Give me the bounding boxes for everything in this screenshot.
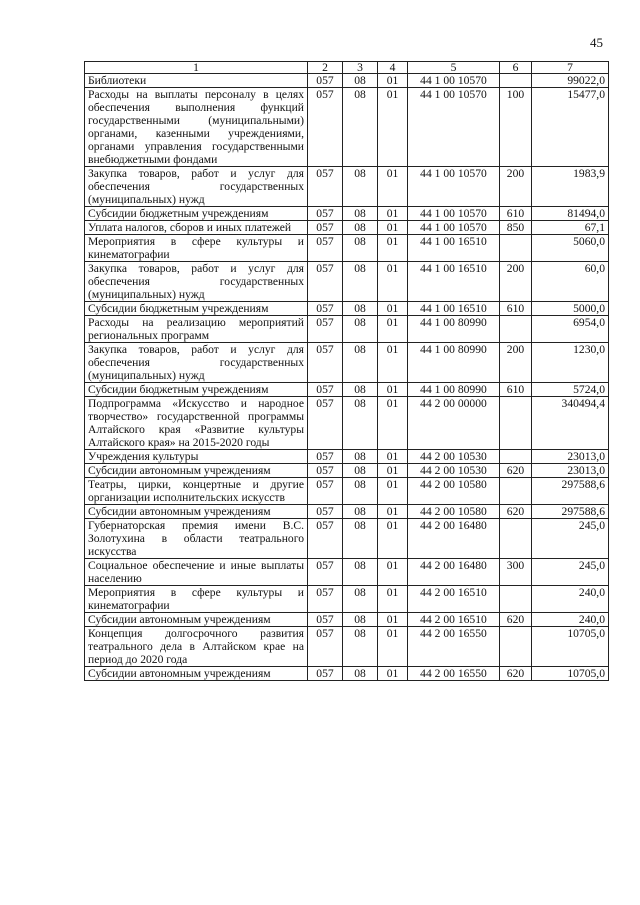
- expense-type-cell: 620: [500, 613, 532, 627]
- target-article-cell: 44 1 00 80990: [408, 343, 500, 383]
- code-subsection-cell: 01: [378, 316, 408, 343]
- code-subsection-cell: 01: [378, 221, 408, 235]
- target-article-cell: 44 2 00 16480: [408, 559, 500, 586]
- code-subsection-cell: 01: [378, 667, 408, 681]
- amount-cell: 1983,9: [532, 167, 609, 207]
- code-section-cell: 08: [343, 167, 378, 207]
- amount-cell: 10705,0: [532, 627, 609, 667]
- amount-cell: 10705,0: [532, 667, 609, 681]
- amount-cell: 23013,0: [532, 450, 609, 464]
- expense-type-cell: [500, 519, 532, 559]
- table-row: [85, 221, 609, 235]
- amount-cell: 240,0: [532, 613, 609, 627]
- column-header: 5: [408, 62, 500, 74]
- code-section-cell: 08: [343, 316, 378, 343]
- code-section-cell: 08: [343, 613, 378, 627]
- column-header: 6: [500, 62, 532, 74]
- code-section-cell: 08: [343, 343, 378, 383]
- code-subsection-cell: 01: [378, 167, 408, 207]
- table-row: [85, 343, 609, 383]
- table-row: [85, 667, 609, 681]
- row-name-cell: Субсидии автономным учреждениям: [85, 464, 308, 478]
- target-article-cell: 44 2 00 16510: [408, 613, 500, 627]
- row-name-cell: Субсидии автономным учреждениям: [85, 667, 308, 681]
- code-section-cell: 08: [343, 478, 378, 505]
- code-subsection-cell: 01: [378, 478, 408, 505]
- code-section-cell: 08: [343, 235, 378, 262]
- code-subsection-cell: 01: [378, 627, 408, 667]
- table-row: [85, 383, 609, 397]
- expense-type-cell: [500, 450, 532, 464]
- amount-cell: 15477,0: [532, 88, 609, 167]
- column-header: 7: [532, 62, 609, 74]
- target-article-cell: 44 1 00 16510: [408, 302, 500, 316]
- expense-type-cell: 620: [500, 505, 532, 519]
- expense-type-cell: [500, 627, 532, 667]
- row-name-cell: Расходы на выплаты персоналу в целях обеспечения выполнения функций государственными (муниципальными) органами, казенными учреждениями, органами управления государственными внебюджетными фондами: [85, 88, 308, 167]
- table-row: [85, 613, 609, 627]
- expense-type-cell: [500, 316, 532, 343]
- amount-cell: 5000,0: [532, 302, 609, 316]
- column-header: 3: [343, 62, 378, 74]
- row-name-cell: Субсидии бюджетным учреждениям: [85, 302, 308, 316]
- code-section-cell: 08: [343, 559, 378, 586]
- amount-cell: 245,0: [532, 519, 609, 559]
- code-ministry-cell: 057: [308, 397, 343, 450]
- code-section-cell: 08: [343, 397, 378, 450]
- code-section-cell: 08: [343, 667, 378, 681]
- row-name-cell: Мероприятия в сфере культуры и кинематографии: [85, 235, 308, 262]
- code-section-cell: 08: [343, 627, 378, 667]
- code-ministry-cell: 057: [308, 221, 343, 235]
- code-subsection-cell: 01: [378, 464, 408, 478]
- amount-cell: 240,0: [532, 586, 609, 613]
- code-ministry-cell: 057: [308, 505, 343, 519]
- code-subsection-cell: 01: [378, 450, 408, 464]
- row-name-cell: Социальное обеспечение и иные выплаты населению: [85, 559, 308, 586]
- target-article-cell: 44 2 00 10580: [408, 505, 500, 519]
- code-section-cell: 08: [343, 221, 378, 235]
- target-article-cell: 44 2 00 10530: [408, 450, 500, 464]
- amount-cell: 81494,0: [532, 207, 609, 221]
- code-subsection-cell: 01: [378, 74, 408, 88]
- target-article-cell: 44 1 00 16510: [408, 235, 500, 262]
- code-ministry-cell: 057: [308, 586, 343, 613]
- expense-type-cell: 200: [500, 262, 532, 302]
- row-name-cell: Учреждения культуры: [85, 450, 308, 464]
- target-article-cell: 44 1 00 80990: [408, 316, 500, 343]
- code-ministry-cell: 057: [308, 88, 343, 167]
- amount-cell: 1230,0: [532, 343, 609, 383]
- table-row: [85, 316, 609, 343]
- expense-type-cell: 100: [500, 88, 532, 167]
- code-section-cell: 08: [343, 450, 378, 464]
- row-name-cell: Закупка товаров, работ и услуг для обеспечения государственных (муниципальных) нужд: [85, 262, 308, 302]
- code-ministry-cell: 057: [308, 627, 343, 667]
- expense-type-cell: [500, 397, 532, 450]
- expense-type-cell: [500, 586, 532, 613]
- row-name-cell: Расходы на реализацию мероприятий региональных программ: [85, 316, 308, 343]
- code-ministry-cell: 057: [308, 167, 343, 207]
- code-section-cell: 08: [343, 586, 378, 613]
- code-section-cell: 08: [343, 74, 378, 88]
- row-name-cell: Закупка товаров, работ и услуг для обеспечения государственных (муниципальных) нужд: [85, 167, 308, 207]
- amount-cell: 297588,6: [532, 505, 609, 519]
- column-header: 1: [85, 62, 308, 74]
- table-row: [85, 627, 609, 667]
- code-subsection-cell: 01: [378, 302, 408, 316]
- row-name-cell: Мероприятия в сфере культуры и кинематографии: [85, 586, 308, 613]
- row-name-cell: Губернаторская премия имени В.С. Золотухина в области театрального искусства: [85, 519, 308, 559]
- code-ministry-cell: 057: [308, 262, 343, 302]
- expense-type-cell: 620: [500, 464, 532, 478]
- code-ministry-cell: 057: [308, 235, 343, 262]
- code-subsection-cell: 01: [378, 88, 408, 167]
- table-row: [85, 74, 609, 88]
- row-name-cell: Субсидии бюджетным учреждениям: [85, 383, 308, 397]
- code-subsection-cell: 01: [378, 235, 408, 262]
- code-ministry-cell: 057: [308, 450, 343, 464]
- code-ministry-cell: 057: [308, 559, 343, 586]
- target-article-cell: 44 1 00 10570: [408, 207, 500, 221]
- code-section-cell: 08: [343, 383, 378, 397]
- amount-cell: 60,0: [532, 262, 609, 302]
- code-ministry-cell: 057: [308, 74, 343, 88]
- target-article-cell: 44 2 00 10580: [408, 478, 500, 505]
- expense-type-cell: [500, 478, 532, 505]
- amount-cell: 99022,0: [532, 74, 609, 88]
- amount-cell: 23013,0: [532, 464, 609, 478]
- column-header: 4: [378, 62, 408, 74]
- table-row: [85, 88, 609, 167]
- table-row: [85, 519, 609, 559]
- code-section-cell: 08: [343, 505, 378, 519]
- code-subsection-cell: 01: [378, 519, 408, 559]
- code-ministry-cell: 057: [308, 519, 343, 559]
- amount-cell: 5724,0: [532, 383, 609, 397]
- code-subsection-cell: 01: [378, 586, 408, 613]
- code-ministry-cell: 057: [308, 478, 343, 505]
- code-ministry-cell: 057: [308, 613, 343, 627]
- expense-type-cell: 300: [500, 559, 532, 586]
- target-article-cell: 44 2 00 16510: [408, 586, 500, 613]
- code-subsection-cell: 01: [378, 343, 408, 383]
- code-ministry-cell: 057: [308, 302, 343, 316]
- table-row: [85, 450, 609, 464]
- target-article-cell: 44 2 00 10530: [408, 464, 500, 478]
- table-row: [85, 586, 609, 613]
- code-subsection-cell: 01: [378, 397, 408, 450]
- page-number: 45: [590, 35, 603, 50]
- code-section-cell: 08: [343, 302, 378, 316]
- target-article-cell: 44 1 00 16510: [408, 262, 500, 302]
- target-article-cell: 44 2 00 00000: [408, 397, 500, 450]
- code-ministry-cell: 057: [308, 343, 343, 383]
- row-name-cell: Субсидии автономным учреждениям: [85, 613, 308, 627]
- table-row: [85, 559, 609, 586]
- table-row: [85, 262, 609, 302]
- target-article-cell: 44 1 00 10570: [408, 88, 500, 167]
- table-row: [85, 397, 609, 450]
- code-subsection-cell: 01: [378, 505, 408, 519]
- table-row: [85, 207, 609, 221]
- code-section-cell: 08: [343, 262, 378, 302]
- row-name-cell: Закупка товаров, работ и услуг для обеспечения государственных (муниципальных) нужд: [85, 343, 308, 383]
- code-subsection-cell: 01: [378, 207, 408, 221]
- expense-type-cell: 610: [500, 302, 532, 316]
- amount-cell: 297588,6: [532, 478, 609, 505]
- table-header-row: [85, 62, 609, 74]
- code-subsection-cell: 01: [378, 559, 408, 586]
- code-section-cell: 08: [343, 207, 378, 221]
- column-header: 2: [308, 62, 343, 74]
- table-row: [85, 464, 609, 478]
- expense-type-cell: 200: [500, 343, 532, 383]
- code-ministry-cell: 057: [308, 383, 343, 397]
- row-name-cell: Субсидии бюджетным учреждениям: [85, 207, 308, 221]
- target-article-cell: 44 2 00 16480: [408, 519, 500, 559]
- row-name-cell: Театры, цирки, концертные и другие организации исполнительских искусств: [85, 478, 308, 505]
- target-article-cell: 44 2 00 16550: [408, 667, 500, 681]
- expense-type-cell: 850: [500, 221, 532, 235]
- expense-type-cell: 200: [500, 167, 532, 207]
- target-article-cell: 44 1 00 80990: [408, 383, 500, 397]
- code-subsection-cell: 01: [378, 613, 408, 627]
- amount-cell: 67,1: [532, 221, 609, 235]
- target-article-cell: 44 1 00 10570: [408, 167, 500, 207]
- expense-type-cell: [500, 74, 532, 88]
- code-subsection-cell: 01: [378, 383, 408, 397]
- row-name-cell: Уплата налогов, сборов и иных платежей: [85, 221, 308, 235]
- expense-type-cell: 620: [500, 667, 532, 681]
- amount-cell: 340494,4: [532, 397, 609, 450]
- table-row: [85, 167, 609, 207]
- budget-table: [84, 61, 609, 681]
- row-name-cell: Субсидии автономным учреждениям: [85, 505, 308, 519]
- code-section-cell: 08: [343, 519, 378, 559]
- row-name-cell: Подпрограмма «Искусство и народное творчество» государственной программы Алтайского края «Развитие культуры Алтайского края» на 2015-2020 годы: [85, 397, 308, 450]
- target-article-cell: 44 2 00 16550: [408, 627, 500, 667]
- table-body: [85, 74, 609, 681]
- amount-cell: 5060,0: [532, 235, 609, 262]
- table-row: [85, 505, 609, 519]
- target-article-cell: 44 1 00 10570: [408, 74, 500, 88]
- code-ministry-cell: 057: [308, 207, 343, 221]
- code-subsection-cell: 01: [378, 262, 408, 302]
- expense-type-cell: [500, 235, 532, 262]
- table-row: [85, 478, 609, 505]
- code-section-cell: 08: [343, 464, 378, 478]
- code-ministry-cell: 057: [308, 667, 343, 681]
- expense-type-cell: 610: [500, 383, 532, 397]
- expense-type-cell: 610: [500, 207, 532, 221]
- code-ministry-cell: 057: [308, 464, 343, 478]
- amount-cell: 245,0: [532, 559, 609, 586]
- amount-cell: 6954,0: [532, 316, 609, 343]
- table-row: [85, 302, 609, 316]
- code-ministry-cell: 057: [308, 316, 343, 343]
- row-name-cell: Библиотеки: [85, 74, 308, 88]
- code-section-cell: 08: [343, 88, 378, 167]
- table-row: [85, 235, 609, 262]
- row-name-cell: Концепция долгосрочного развития театрального дела в Алтайском крае на период до 2020 года: [85, 627, 308, 667]
- target-article-cell: 44 1 00 10570: [408, 221, 500, 235]
